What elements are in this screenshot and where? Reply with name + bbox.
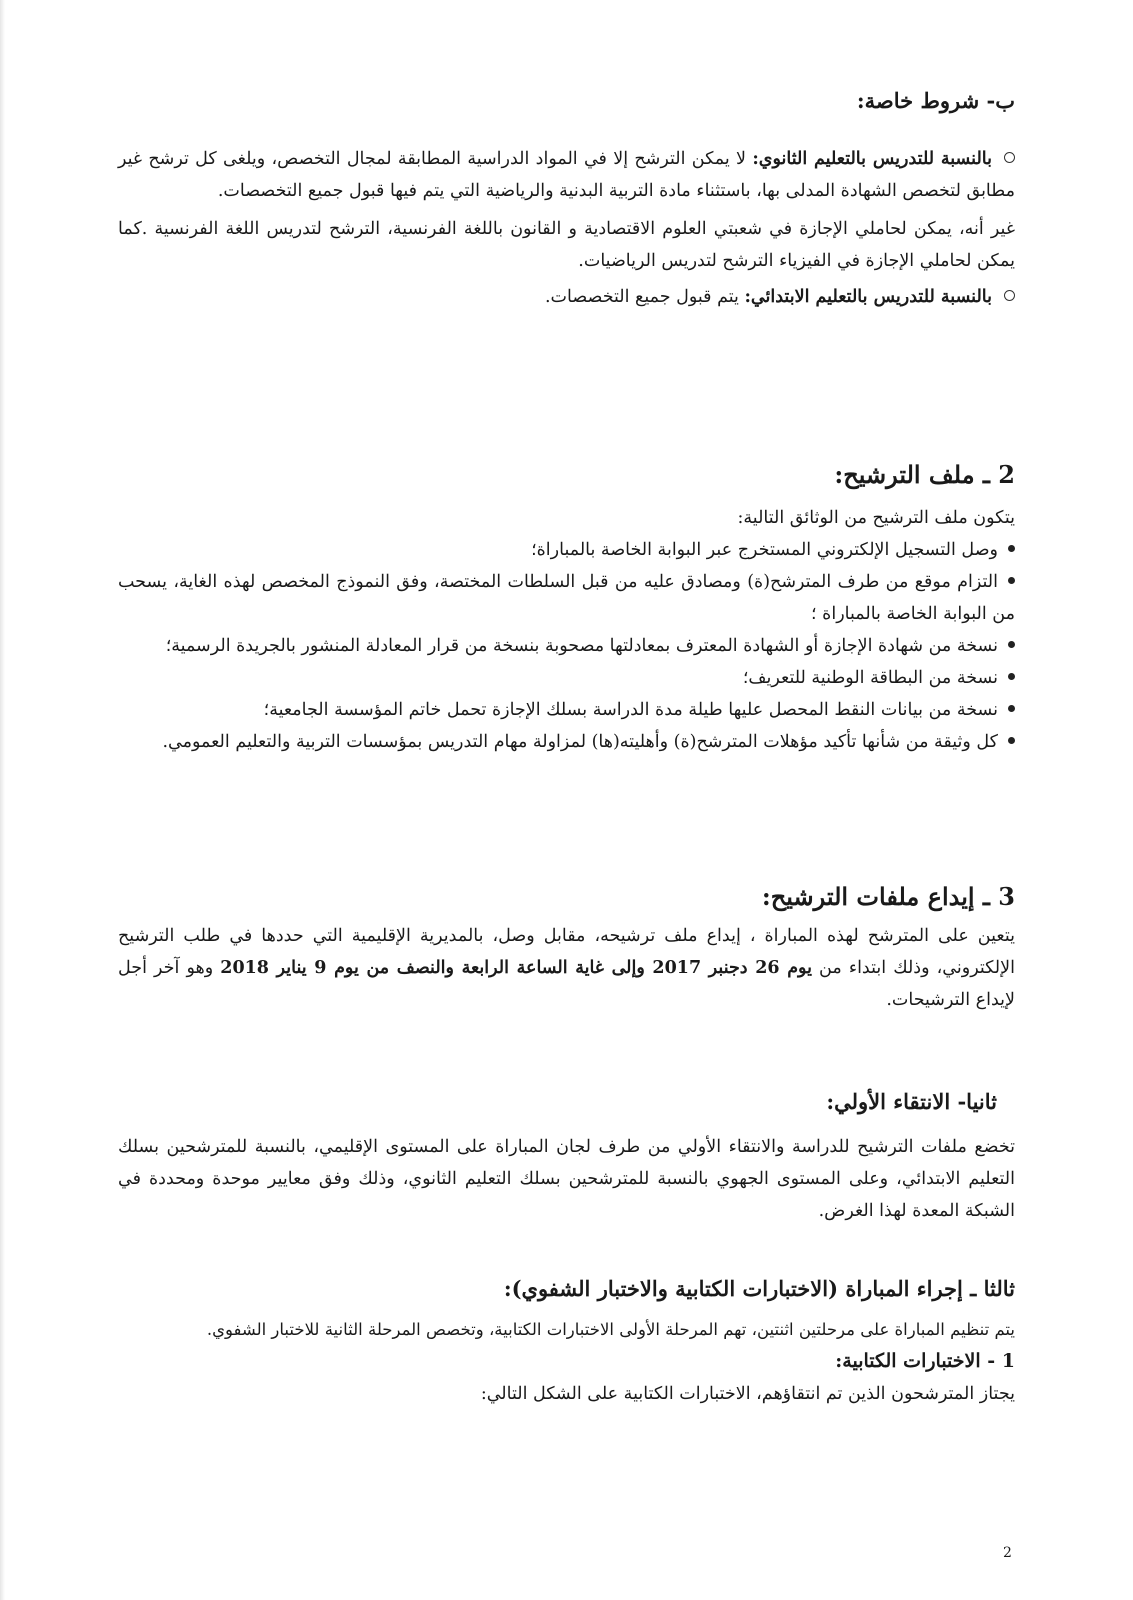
secondary-text: لا يمكن الترشح إلا في المواد الدراسية المطابقة لمجال التخصص، ويلغى كل ترشح غير مطابق لتخصص الشهادة المدلى بها، باستثناء مادة التربية البدنية والرياضية التي يتم فيها قبول جميع التخصصات. — [118, 149, 1015, 201]
bullet-icon — [1008, 705, 1015, 712]
section-3-text-before: يتعين على المترشح لهذه المباراة ، إيداع ملف ترشيحه، مقابل وصل، بالمديرية الإقليمية التي حددها في طلب الترشيح الإلكتروني، وذلك ابتداء من — [118, 926, 1015, 978]
section-3 — [118, 880, 1015, 1016]
section-3-text-after: وهو آخر أجل لإيداع الترشيحات. — [118, 958, 1015, 1010]
bullet-icon — [1008, 577, 1015, 584]
bullet-icon — [1008, 737, 1015, 744]
circle-bullet-icon — [1004, 152, 1015, 163]
secondary-condition — [118, 143, 1015, 207]
list-item: نسخة من بيانات النقط المحصل عليها طيلة مدة الدراسة بسلك الإجازة تحمل خاتم المؤسسة الجامعية؛ — [118, 694, 1015, 726]
section-third-subheading: 1 - الاختبارات الكتابية: — [835, 1350, 1015, 1372]
section-2-intro: يتكون ملف الترشيح من الوثائق التالية: — [737, 508, 1015, 528]
section-2 — [118, 458, 1015, 758]
list-item: كل وثيقة من شأنها تأكيد مؤهلات المترشح(ة) وأهليته(ها) لمزاولة مهام التدريس بمؤسسات التربية والتعليم العمومي. — [118, 726, 1015, 758]
bullet-icon — [1008, 545, 1015, 552]
section-third-heading: ثالثا ـ إجراء المباراة (الاختبارات الكتابية والاختبار الشفوي): — [503, 1276, 1015, 1301]
list-item: نسخة من البطاقة الوطنية للتعريف؛ — [118, 662, 1015, 694]
section-b — [118, 86, 1015, 116]
section-second-text: تخضع ملفات الترشيح للدراسة والانتقاء الأولي من طرف لجان المباراة على المستوى الإقليمي، بالنسبة للمترشحين بسلك التعليم الابتدائي، وعلى المستوى الجهوي بالنسبة للمترشحين بسلك التعليم الثانوي، وذلك وفق معايير موحدة ومحددة في الشبكة المعدة لهذا الغرض. — [118, 1137, 1015, 1221]
bullet-icon — [1008, 673, 1015, 680]
documents-list — [118, 534, 1015, 758]
primary-text: يتم قبول جميع التخصصات. — [544, 287, 739, 307]
section-third-subtext: يجتاز المترشحون الذين تم انتقاؤهم، الاختبارات الكتابية على الشكل التالي: — [480, 1384, 1015, 1404]
list-item: نسخة من شهادة الإجازة أو الشهادة المعترف بمعادلتها مصحوبة بنسخة من قرار المعادلة المنشور بالجريدة الرسمية؛ — [118, 630, 1015, 662]
secondary-label: بالنسبة للتدريس بالتعليم الثانوي: — [752, 149, 992, 169]
section-3-paragraph — [118, 920, 1015, 1016]
exception-paragraph: غير أنه، يمكن لحاملي الإجازة في شعبتي العلوم الاقتصادية و القانون باللغة الفرنسية، الترشح لتدريس اللغة الفرنسية .كما يمكن لحاملي الإجازة في الفيزياء الترشح لتدريس الرياضيات. — [118, 219, 1015, 271]
page-number: 2 — [1003, 1545, 1012, 1561]
section-3-dates: يوم 26 دجنبر 2017 وإلى غاية الساعة الرابعة والنصف من يوم 9 يناير 2018 — [220, 958, 812, 978]
section-second — [118, 1087, 1015, 1227]
circle-bullet-icon — [1004, 290, 1015, 301]
primary-label: بالنسبة للتدريس بالتعليم الابتدائي: — [744, 287, 992, 307]
section-third — [118, 1274, 1015, 1410]
list-item: التزام موقع من طرف المترشح(ة) ومصادق عليه من قبل السلطات المختصة، وفق النموذج المخصص لهذه الغاية، يسحب من البوابة الخاصة بالمباراة ؛ — [118, 572, 1015, 624]
primary-condition — [118, 281, 1015, 313]
scan-edge-shadow — [0, 0, 5, 1600]
section-third-text: يتم تنظيم المباراة على مرحلتين اثنتين، تهم المرحلة الأولى الاختبارات الكتابية، وتخصص المرحلة الثانية للاختبار الشفوي. — [206, 1320, 1015, 1339]
section-second-heading: ثانيا- الانتقاء الأولي: — [826, 1089, 997, 1114]
list-item: وصل التسجيل الإلكتروني المستخرج عبر البوابة الخاصة بالمباراة؛ — [118, 534, 1015, 566]
section-3-heading: 3 ـ إيداع ملفات الترشيح: — [761, 882, 1015, 911]
section-2-heading: 2 ـ ملف الترشيح: — [834, 460, 1015, 489]
section-b-secondary — [118, 143, 1015, 313]
section-b-heading: ب- شروط خاصة: — [856, 88, 1015, 113]
bullet-icon — [1008, 641, 1015, 648]
